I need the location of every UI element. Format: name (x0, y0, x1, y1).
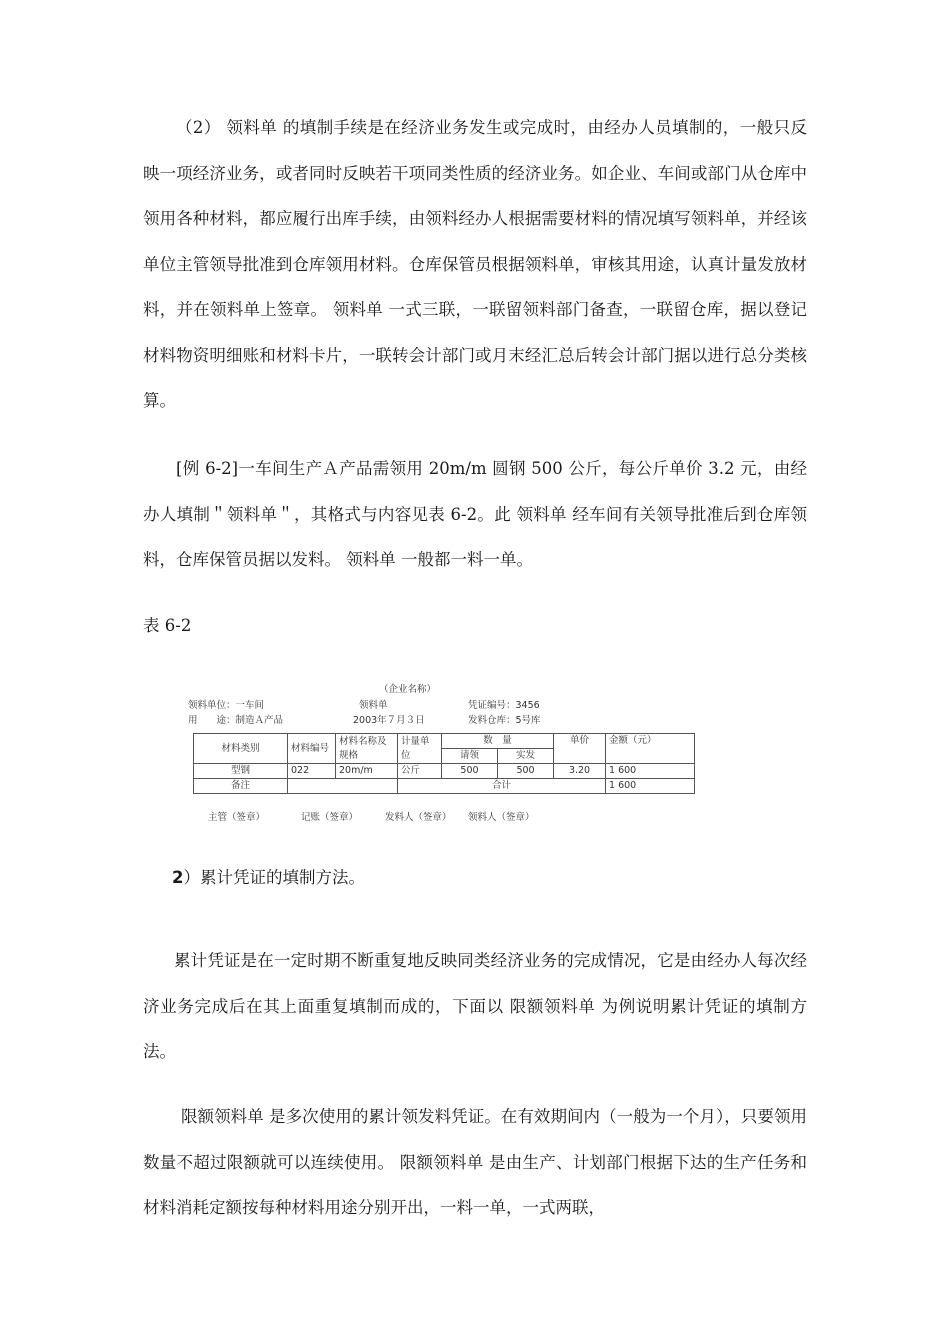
cell-price: 3.20 (554, 764, 606, 779)
form-dept: 领料单位：一车间 (188, 700, 265, 711)
signature-bookkeeper: 记账（签章） (301, 812, 359, 823)
cell-issued: 500 (498, 764, 554, 779)
table-row (194, 764, 695, 779)
signature-receiver: 领料人（签章） (468, 812, 535, 823)
form-table (193, 733, 695, 794)
cell-amount: 1 600 (606, 764, 695, 779)
header-price: 单价 (554, 734, 606, 764)
cell-requested: 500 (442, 764, 498, 779)
cell-total-amount: 1 600 (606, 779, 695, 794)
cell-name: 20m/m (336, 764, 398, 779)
requisition-form-image (183, 676, 703, 826)
header-requested: 请领 (442, 749, 498, 764)
signature-issuer: 发料人（签章） (385, 812, 452, 823)
paragraph-1: （2） 领料单 的填制手续是在经济业务发生或完成时，由经办人员填制的，一般只反映一项经济业务，或者同时反映若干项同类性质的经济业务。如企业、车间或部门从仓库中领用各种材料，都应履行出库手续，由领料经办人根据需要材料的情况填写领料单，并经该单位主管领导批准到仓库领用材料。仓库保管员根据领料单，审核其用途，认真计量发放材料，并在领料单上签章。 领料单 一式三联，一联留领料部门备查，一联留仓库，据以登记材料物资明细账和材料卡片，一联转会计部门或月末经汇总后转会计部门据以进行总分类核算。 (143, 118, 807, 410)
header-amount: 金额（元） (606, 734, 695, 764)
cell-total-label: 合计 (398, 779, 606, 794)
header-unit: 计量单位 (398, 734, 442, 764)
cell-category: 型钢 (194, 764, 288, 779)
cell-unit: 公斤 (398, 764, 442, 779)
form-warehouse: 发料仓库：5号库 (468, 715, 541, 726)
header-qty: 数 量 (442, 734, 554, 749)
paragraph-quota: 限额领料单 是多次使用的累计领发料凭证。在有效期间内（一般为一个月），只要领用数量不超过限额就可以连续使用。 限额领料单 是由生产、计划部门根据下达的生产任务和材料消耗定额按每种材料用途分别开出，一料一单，一式两联， (143, 1107, 807, 1217)
header-name: 材料名称及规格 (336, 734, 398, 764)
section-heading-number: 2 (172, 868, 184, 887)
paragraph-cumulative: 累计凭证是在一定时期不断重复地反映同类经济业务的完成情况，它是由经办人每次经济业务完成后在其上面重复填制而成的，下面以 限额领料单 为例说明累计凭证的填制方法。 (143, 951, 807, 1061)
table-caption: 表 6-2 (143, 616, 192, 635)
header-category: 材料类别 (194, 734, 288, 764)
cell-remark-label: 备注 (194, 779, 288, 794)
form-voucher-no: 凭证编号：3456 (468, 700, 540, 711)
form-company: （企业名称） (379, 684, 437, 695)
cell-code: 022 (288, 764, 336, 779)
signature-supervisor: 主管（签章） (208, 812, 266, 823)
form-purpose: 用 途：制造Ａ产品 (188, 715, 284, 726)
table-row (194, 779, 695, 794)
form-title: 领料单 (359, 700, 388, 711)
paragraph-example: [例 6-2]一车间生产Ａ产品需领用 20m/m 圆钢 500 公斤，每公斤单价 3.2 元，由经办人填制＂领料单＂，其格式与内容见表 6-2。此 领料单 经车间有关领导批准后到仓库领料，仓库保管员据以发料。 领料单 一般都一料一单。 (143, 459, 807, 569)
header-issued: 实发 (498, 749, 554, 764)
table-row (194, 734, 695, 749)
header-code: 材料编号 (288, 734, 336, 764)
form-date: 2003年７月３日 (353, 715, 425, 726)
section-heading (172, 864, 365, 888)
cell-remark-value (288, 779, 398, 794)
section-heading-text: ）累计凭证的填制方法。 (183, 868, 365, 887)
